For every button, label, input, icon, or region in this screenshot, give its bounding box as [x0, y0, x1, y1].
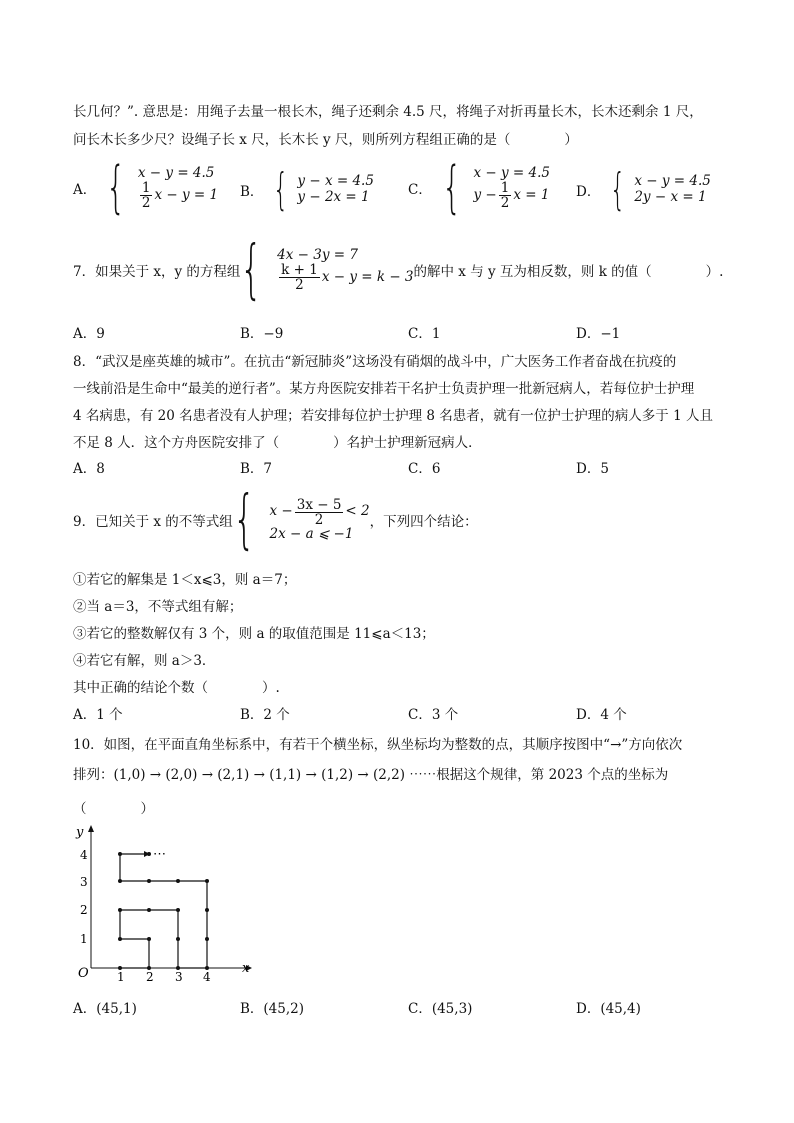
q10-option-c[interactable]: C．(45,3): [408, 1001, 473, 1017]
point: [147, 966, 151, 970]
q10-text-line3: （ ）: [73, 801, 154, 817]
point: [205, 908, 209, 912]
q6-option-c-label: C．: [408, 182, 432, 198]
q6-option-a[interactable]: A． { x − y = 4.5 $\frac{1}{2}$ x − y = 1: [73, 155, 219, 220]
q9-question: 其中正确的结论个数（ ）.: [73, 680, 280, 696]
x-tick-3: 3: [175, 970, 183, 982]
q7-stem: 7．如果关于 x，y 的方程组 { 4x − 3y = 7 $\frac{k + 1}{2}$ x − y = k − 3 的解中 x 与 y 互为相反数，则 k 的值（ ）.: [73, 233, 724, 307]
q9-prefix: 9．已知关于 x 的不等式组: [73, 514, 233, 530]
path-ellipsis: ⋯: [153, 847, 166, 862]
q6-text-line1: 长几何？”. 意思是：用绳子去量一根长木，绳子还剩余 4.5 尺，将绳子对折再量长木，长木还剩余 1 尺，: [73, 104, 703, 120]
q7-option-d[interactable]: D．−1: [576, 326, 621, 342]
q6-option-c[interactable]: C． { x − y = 4.5 y − $\frac{1}{2}$ x = 1: [408, 155, 550, 220]
q8-text-line3: 4 名病患，有 20 名患者没有人护理；若安排每位护士护理 8 名患者，就有一位护士护理的病人多于 1 人且: [73, 408, 713, 424]
q10-text-line1: 10．如图，在平面直角坐标系中，有若干个横坐标，纵坐标均为整数的点，其顺序按图中“→”方向依次: [73, 737, 683, 753]
point: [118, 852, 122, 856]
point: [118, 966, 122, 970]
point: [205, 966, 209, 970]
x-axis-label: x: [242, 961, 250, 976]
point: [118, 908, 122, 912]
q7-suffix: 的解中 x 与 y 互为相反数，则 k 的值（ ）.: [413, 264, 724, 280]
point: [205, 937, 209, 941]
y-tick-3: 3: [80, 875, 88, 889]
q8-option-c[interactable]: C．6: [408, 461, 441, 477]
q6-option-c-system: x − y = 4.5 y − $\frac{1}{2}$ x = 1: [473, 164, 550, 212]
point: [147, 852, 151, 856]
point: [205, 879, 209, 883]
y-tick-1: 1: [80, 932, 88, 946]
y-axis-label: y: [76, 825, 84, 840]
q6-option-a-label: A．: [73, 182, 97, 198]
q10-figure: [60, 822, 260, 982]
q7-system: 4x − 3y = 7 $\frac{k + 1}{2}$ x − y = k − 3: [277, 246, 414, 294]
q7-option-a[interactable]: A．9: [73, 326, 105, 342]
point: [118, 879, 122, 883]
x-tick-4: 4: [203, 970, 211, 982]
q6-option-d-system: x − y = 4.5 2y − x = 1: [634, 173, 711, 205]
q6-option-b[interactable]: B． { y − x = 4.5 y − 2x = 1: [240, 164, 374, 215]
y-tick-4: 4: [80, 848, 88, 862]
point: [147, 937, 151, 941]
q7-option-c[interactable]: C．1: [408, 326, 441, 342]
q9-option-c[interactable]: C．3 个: [408, 707, 459, 723]
q6-text-line2: 问长木长多少尺？设绳子长 x 尺，长木长 y 尺，则所列方程组正确的是（ ）: [73, 132, 578, 148]
q6-option-d[interactable]: D． { x − y = 4.5 2y − x = 1: [576, 164, 711, 215]
point-path: [120, 854, 207, 968]
q10-text-line2: 排列：(1,0) → (2,0) → (2,1) → (1,1) → (1,2) → (2,2) ⋯⋯根据这个规律，第 2023 个点的坐标为: [73, 767, 669, 783]
y-tick-2: 2: [80, 903, 88, 917]
q9-option-a[interactable]: A．1 个: [73, 707, 123, 723]
x-tick-1: 1: [117, 970, 125, 982]
q8-text-line1: 8．“武汉是座英雄的城市”。在抗击“新冠肺炎”这场没有硝烟的战斗中，广大医务工作者奋战在抗疫的: [73, 354, 677, 370]
origin-label: O: [78, 966, 89, 981]
q8-option-a[interactable]: A．8: [73, 461, 105, 477]
q7-option-b[interactable]: B．−9: [240, 326, 284, 342]
point: [176, 966, 180, 970]
q9-option-d[interactable]: D．4 个: [576, 707, 627, 723]
q10-option-b[interactable]: B．(45,2): [240, 1001, 305, 1017]
q8-option-d[interactable]: D．5: [576, 461, 609, 477]
q9-option-b[interactable]: B．2 个: [240, 707, 290, 723]
q6-option-a-system: x − y = 4.5 $\frac{1}{2}$ x − y = 1: [137, 164, 219, 212]
x-tick-2: 2: [146, 970, 154, 982]
q9-suffix: ，下列四个结论：: [369, 514, 478, 530]
q7-prefix: 7．如果关于 x，y 的方程组: [73, 264, 241, 280]
point: [147, 908, 151, 912]
q9-conclusion-2: ②当 a＝3，不等式组有解；: [73, 599, 243, 615]
q9-conclusion-1: ①若它的解集是 1＜x⩽3，则 a＝7；: [73, 572, 297, 588]
q9-conclusion-4: ④若它有解，则 a＞3．: [73, 653, 216, 669]
q10-option-a[interactable]: A．(45,1): [73, 1001, 137, 1017]
q6-option-d-label: D．: [576, 184, 601, 200]
q9-system: x − $\frac{3x - 5}{2}$ < 2 2x − a ⩽ −1: [269, 496, 370, 542]
q6-option-b-system: y − x = 4.5 y − 2x = 1: [297, 173, 374, 205]
q8-text-line4: 不足 8 人．这个方舟医院安排了（ ）名护士护理新冠病人．: [73, 435, 482, 451]
point: [118, 937, 122, 941]
q6-option-b-label: B．: [240, 184, 264, 200]
q10-option-d[interactable]: D．(45,4): [576, 1001, 641, 1017]
point: [176, 937, 180, 941]
point: [147, 879, 151, 883]
lattice-points: [118, 852, 209, 970]
q9-stem: 9．已知关于 x 的不等式组 { x − $\frac{3x - 5}{2}$ < 2 2x − a ⩽ −1 ，下列四个结论：: [73, 483, 478, 557]
q8-text-line2: 一线前沿是生命中“最美的逆行者”。某方舟医院安排若干名护士负责护理一批新冠病人，若每位护士护理: [73, 381, 695, 397]
point: [176, 908, 180, 912]
point: [176, 879, 180, 883]
q9-conclusion-3: ③若它的整数解仅有 3 个，则 a 的取值范围是 11⩽a＜13；: [73, 626, 435, 642]
y-axis-arrow: [88, 825, 94, 832]
q8-option-b[interactable]: B．7: [240, 461, 273, 477]
